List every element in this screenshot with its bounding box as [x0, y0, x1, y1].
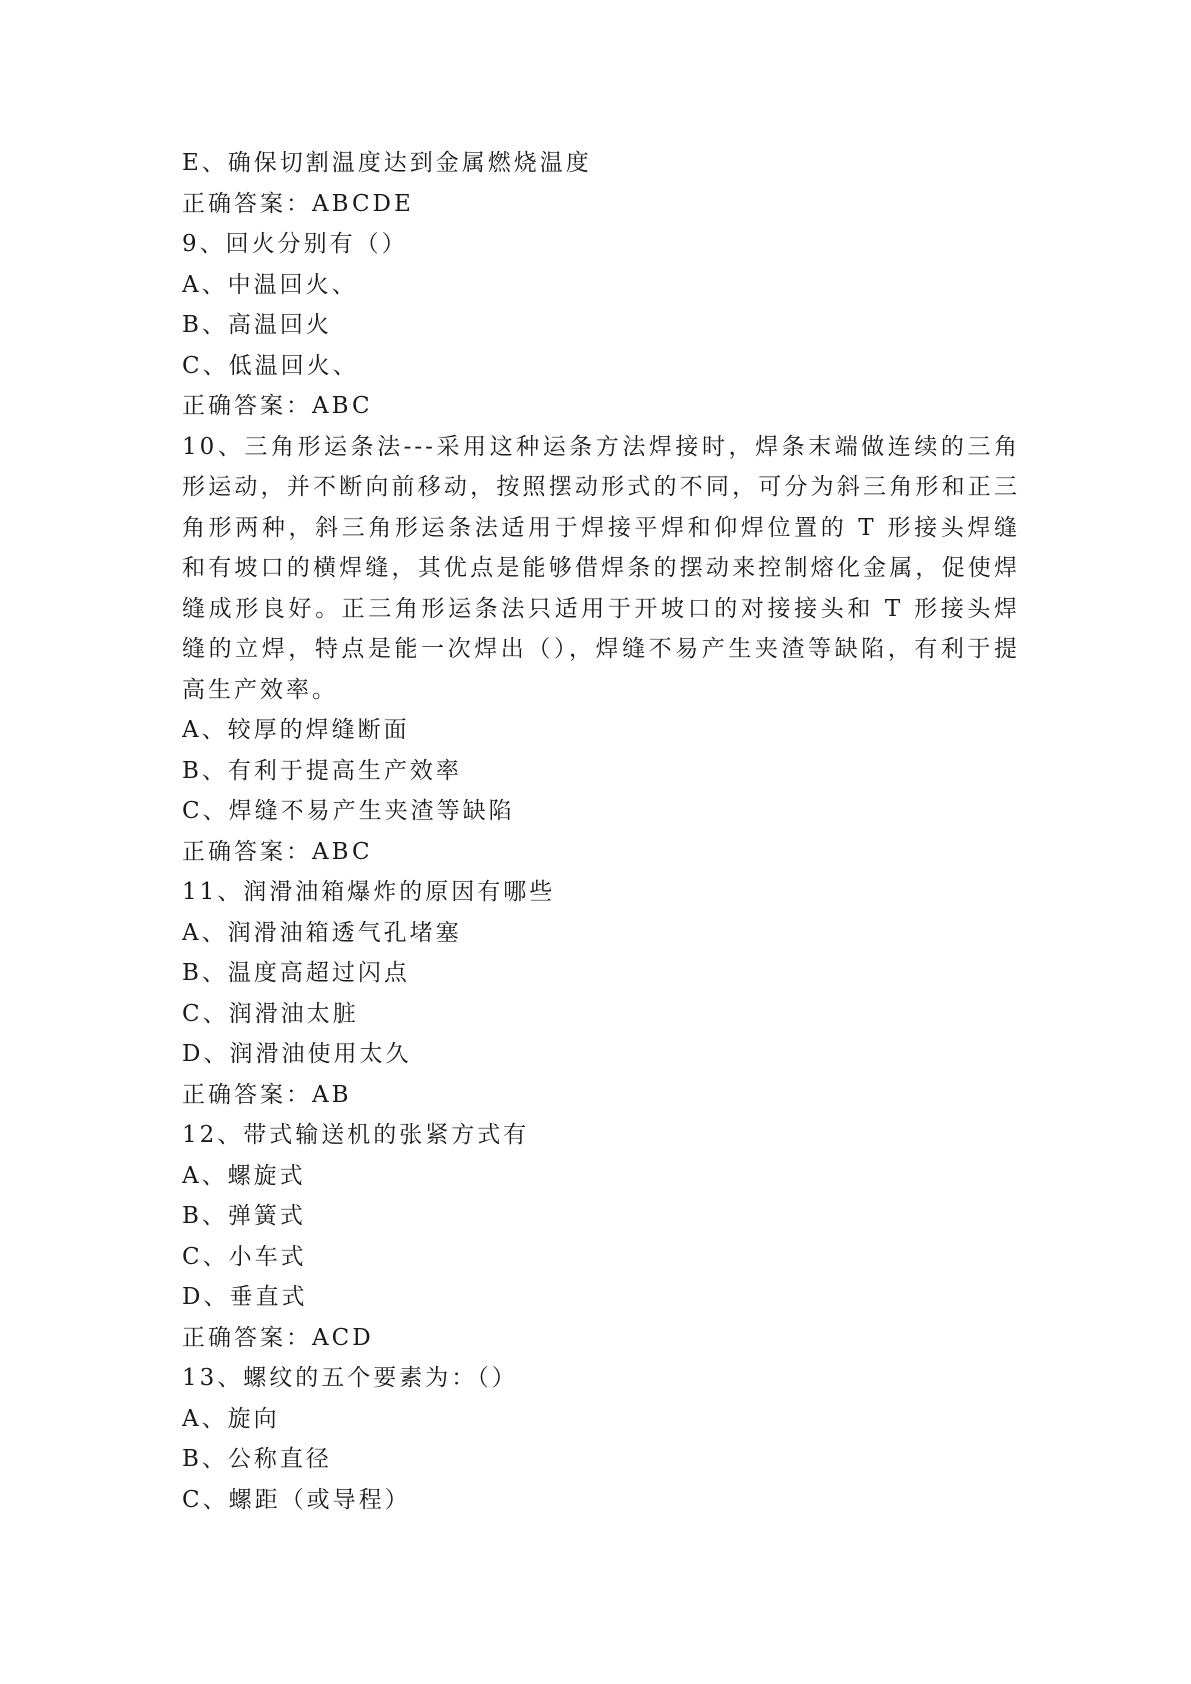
- option-b-q12: B、弹簧式: [182, 1203, 306, 1229]
- option-a-q13: A、旋向: [182, 1405, 280, 1432]
- option-b-q11: B、温度高超过闪点: [182, 960, 410, 986]
- answer-q8: 正确答案：ABCDE: [182, 190, 414, 217]
- option-b-q10: B、有利于提高生产效率: [182, 757, 462, 784]
- option-d-q11: D、润滑油使用太久: [182, 1041, 412, 1067]
- answer-q10: 正确答案：ABC: [182, 838, 373, 865]
- question-10: 10、三角形运条法---采用这种运条方法焊接时，焊条末端做连续的三角形运动，并不断向前移动，按照摆动形式的不同，可分为斜三角形和正三角形两种，斜三角形运条法适用于焊接平焊和仰焊位置的 T 形接头焊缝和有坡口的横焊缝，其优点是能够借焊条的摆动来控制熔化金属，促使焊缝成形良好。正三角形运条法只适用于开坡口的对接接头和 T 形接头焊缝的立焊，特点是能一次焊出（），焊缝不易产生夹渣等缺陷，有利于提高生产效率。: [182, 433, 1020, 703]
- answer-q9: 正确答案：ABC: [182, 393, 373, 419]
- option-c-q11: C、润滑油太脏: [182, 1000, 359, 1027]
- option-c-q13: C、螺距（或导程）: [182, 1486, 411, 1513]
- option-a-q9: A、中温回火、: [182, 271, 358, 298]
- answer-q12: 正确答案：ACD: [182, 1324, 374, 1351]
- option-d-q12: D、垂直式: [182, 1284, 308, 1310]
- option-c-q10: C、焊缝不易产生夹渣等缺陷: [182, 798, 515, 824]
- option-a-q10: A、较厚的焊缝断面: [182, 717, 410, 743]
- question-11: 11、润滑油箱爆炸的原因有哪些: [182, 879, 556, 905]
- question-12: 12、带式输送机的张紧方式有: [182, 1122, 530, 1148]
- question-13: 13、螺纹的五个要素为：（）: [182, 1365, 518, 1391]
- page-content: [182, 143, 1020, 1520]
- option-b-q9: B、高温回火: [182, 312, 332, 338]
- option-e-q8: E、确保切割温度达到金属燃烧温度: [182, 150, 592, 176]
- option-a-q12: A、螺旋式: [182, 1162, 306, 1189]
- option-a-q11: A、润滑油箱透气孔堵塞: [182, 919, 462, 946]
- question-9: 9、回火分别有（）: [182, 231, 408, 257]
- answer-q11: 正确答案：AB: [182, 1081, 352, 1108]
- option-c-q12: C、小车式: [182, 1243, 307, 1270]
- option-c-q9: C、低温回火、: [182, 352, 359, 379]
- option-b-q13: B、公称直径: [182, 1446, 332, 1472]
